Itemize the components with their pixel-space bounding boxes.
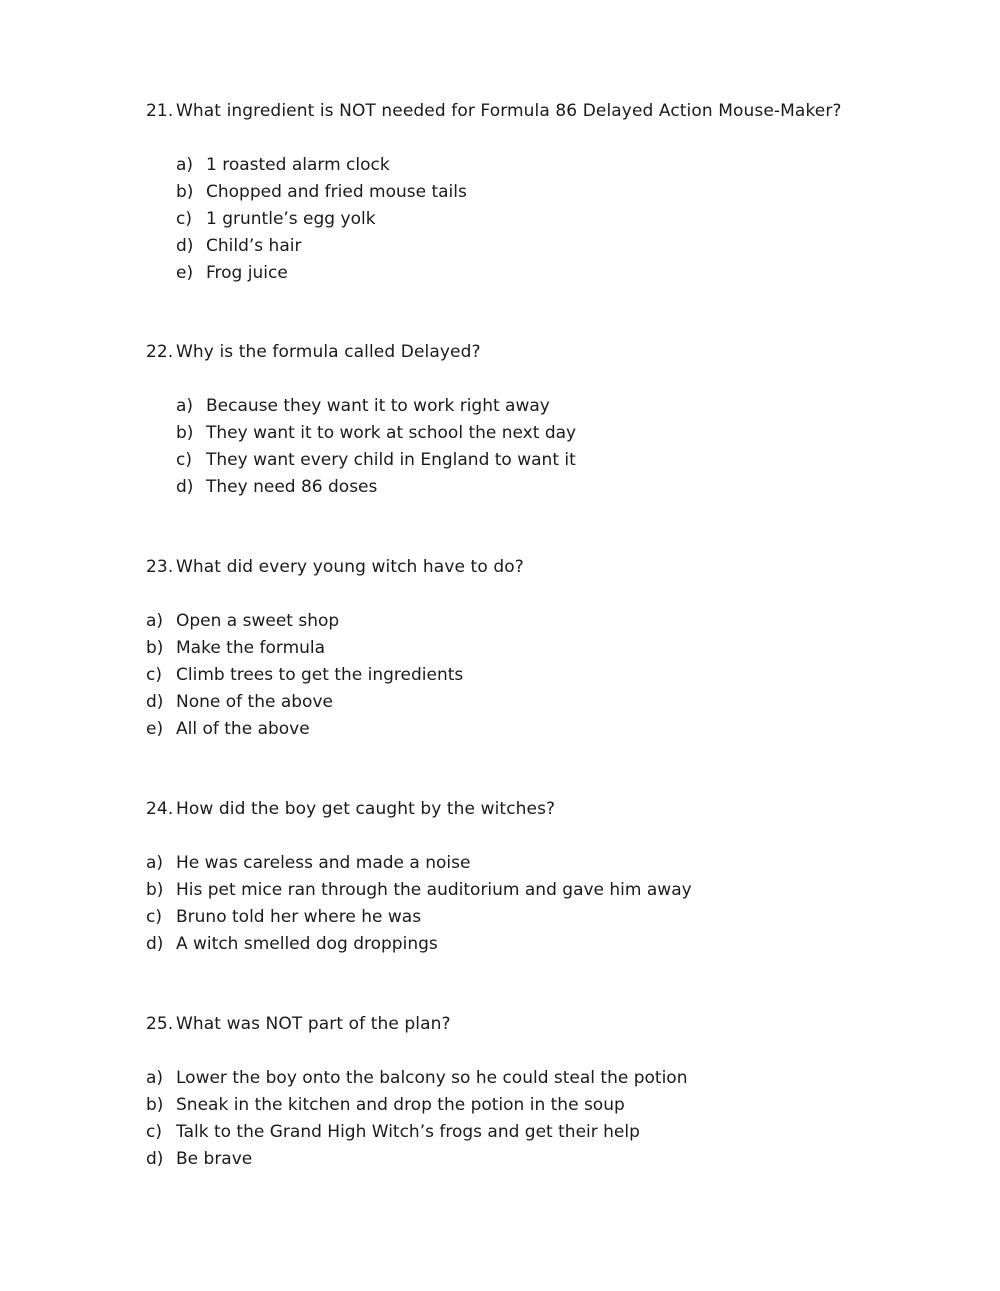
option-a[interactable]: [146, 1068, 687, 1095]
option-c[interactable]: [146, 1122, 687, 1149]
option-letter: a): [146, 1068, 164, 1088]
option-c[interactable]: [146, 665, 463, 692]
option-letter: a): [146, 853, 164, 873]
question-23-options: [146, 611, 463, 746]
option-text: Be brave: [176, 1149, 253, 1169]
question-prompt: Why is the formula called Delayed?: [176, 342, 481, 362]
option-d[interactable]: [146, 934, 692, 961]
option-letter: c): [146, 907, 162, 927]
option-text: Sneak in the kitchen and drop the potion in the soup: [176, 1095, 625, 1115]
option-text: Because they want it to work right away: [206, 396, 550, 416]
question-21-options: [176, 155, 467, 290]
option-d[interactable]: [176, 236, 467, 263]
option-d[interactable]: [146, 1149, 687, 1176]
option-a[interactable]: [176, 155, 467, 182]
option-text: His pet mice ran through the auditorium and gave him away: [176, 880, 692, 900]
option-letter: c): [146, 665, 162, 685]
question-prompt: What was NOT part of the plan?: [176, 1014, 451, 1034]
option-letter: d): [146, 692, 164, 712]
question-24: [146, 799, 966, 954]
option-text: A witch smelled dog droppings: [176, 934, 438, 954]
option-text: He was careless and made a noise: [176, 853, 471, 873]
option-text: 1 gruntle’s egg yolk: [206, 209, 376, 229]
option-letter: a): [176, 155, 194, 175]
option-e[interactable]: [146, 719, 463, 746]
option-c[interactable]: [176, 209, 467, 236]
question-22: [146, 342, 966, 497]
option-text: Bruno told her where he was: [176, 907, 422, 927]
question-prompt: What ingredient is NOT needed for Formula 86 Delayed Action Mouse-Maker?: [176, 101, 842, 121]
option-letter: d): [176, 477, 194, 497]
option-text: Climb trees to get the ingredients: [176, 665, 464, 685]
option-c[interactable]: [146, 907, 692, 934]
option-a[interactable]: [146, 853, 692, 880]
option-text: All of the above: [176, 719, 310, 739]
option-letter: b): [176, 182, 194, 202]
option-text: They need 86 doses: [206, 477, 378, 497]
question-24-options: [146, 853, 692, 961]
option-letter: b): [146, 880, 164, 900]
option-b[interactable]: [176, 182, 467, 209]
question-23-text: [146, 557, 966, 577]
option-e[interactable]: [176, 263, 467, 290]
question-25: [146, 1014, 966, 1169]
option-letter: b): [146, 638, 164, 658]
question-number: 21.: [146, 101, 174, 121]
option-text: They want it to work at school the next day: [206, 423, 577, 443]
question-25-text: [146, 1014, 966, 1034]
option-letter: a): [176, 396, 194, 416]
question-23: [146, 557, 966, 739]
question-21: [146, 101, 966, 283]
question-22-options: [176, 396, 576, 504]
option-letter: c): [176, 209, 192, 229]
question-21-text: [146, 101, 966, 121]
option-d[interactable]: [146, 692, 463, 719]
option-letter: c): [146, 1122, 162, 1142]
option-text: 1 roasted alarm clock: [206, 155, 390, 175]
option-text: Open a sweet shop: [176, 611, 340, 631]
option-letter: d): [146, 934, 164, 954]
option-text: They want every child in England to want it: [206, 450, 576, 470]
option-text: Talk to the Grand High Witch’s frogs and get their help: [176, 1122, 640, 1142]
option-b[interactable]: [146, 1095, 687, 1122]
option-letter: b): [176, 423, 194, 443]
option-letter: b): [146, 1095, 164, 1115]
option-letter: e): [176, 263, 194, 283]
option-text: Make the formula: [176, 638, 326, 658]
option-c[interactable]: [176, 450, 576, 477]
option-b[interactable]: [146, 880, 692, 907]
question-24-text: [146, 799, 966, 819]
question-22-text: [146, 342, 966, 362]
option-letter: c): [176, 450, 192, 470]
question-number: 23.: [146, 557, 174, 577]
option-b[interactable]: [146, 638, 463, 665]
option-letter: e): [146, 719, 164, 739]
option-text: Lower the boy onto the balcony so he could steal the potion: [176, 1068, 688, 1088]
option-b[interactable]: [176, 423, 576, 450]
option-a[interactable]: [176, 396, 576, 423]
option-text: Chopped and fried mouse tails: [206, 182, 467, 202]
question-number: 24.: [146, 799, 174, 819]
option-letter: d): [146, 1149, 164, 1169]
option-d[interactable]: [176, 477, 576, 504]
option-text: Frog juice: [206, 263, 288, 283]
option-letter: a): [146, 611, 164, 631]
question-number: 25.: [146, 1014, 174, 1034]
option-a[interactable]: [146, 611, 463, 638]
question-prompt: What did every young witch have to do?: [176, 557, 524, 577]
option-letter: d): [176, 236, 194, 256]
option-text: Child’s hair: [206, 236, 302, 256]
question-number: 22.: [146, 342, 174, 362]
option-text: None of the above: [176, 692, 333, 712]
question-25-options: [146, 1068, 687, 1176]
question-prompt: How did the boy get caught by the witches?: [176, 799, 556, 819]
